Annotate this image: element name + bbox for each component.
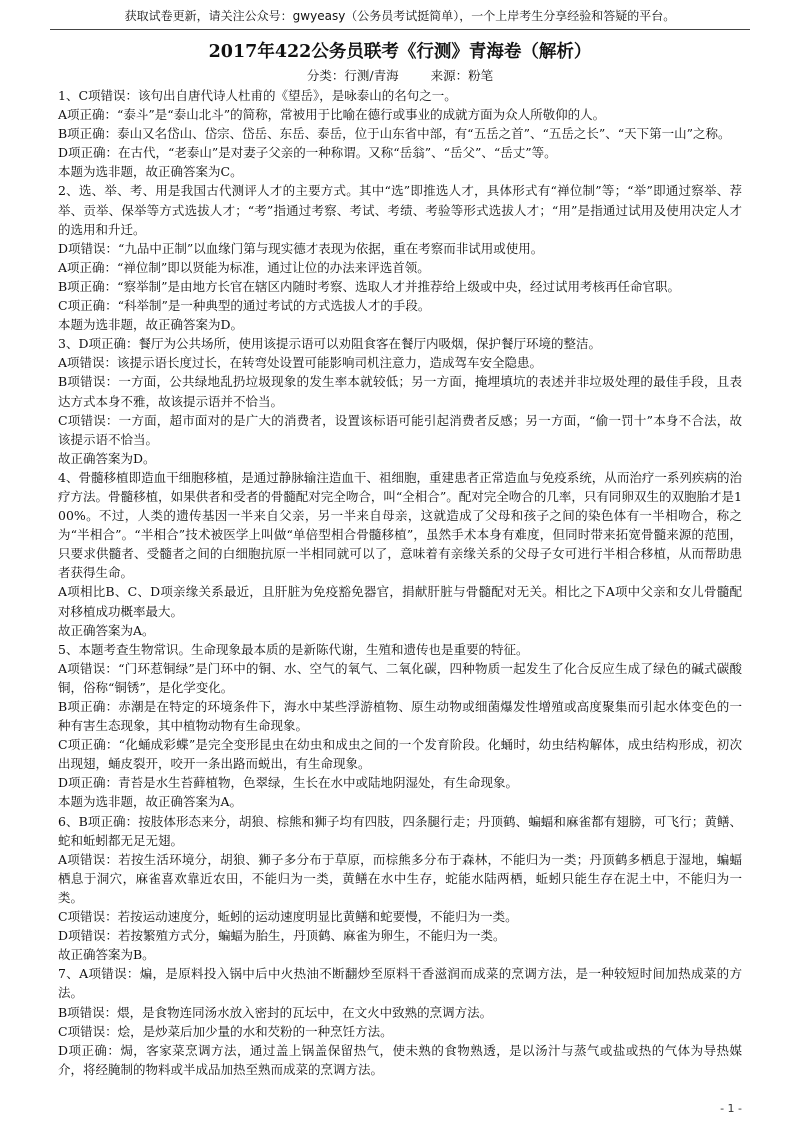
- explanation-paragraph: A项相比B、C、D项亲缘关系最近，且肝脏为免疫豁免器官，捐献肝脏与骨髓配对无关。相比之下A项中父亲和女儿骨髓配对移植成功概率最大。: [58, 584, 742, 619]
- explanation-paragraph: 6、B项正确：按肢体形态来分，胡狼、棕熊和狮子均有四肢，四条腿行走；丹顶鹤、蝙蝠和麻雀都有翅膀，可飞行；黄鳝、蛇和蚯蚓都无足无翅。: [58, 813, 742, 848]
- explanation-paragraph: A项正确：“禅位制”即以贤能为标准，通过让位的办法来评选首领。: [58, 259, 430, 275]
- explanation-paragraph: A项错误：该提示语长度过长，在转弯处设置可能影响司机注意力，造成驾车安全隐患。: [58, 355, 543, 371]
- explanation-paragraph: 本题为选非题，故正确答案为C。: [58, 164, 243, 180]
- header-divider: [50, 29, 750, 30]
- explanation-paragraph: 4、骨髓移植即造血干细胞移植，是通过静脉输注造血干、祖细胞，重建患者正常造血与免疫系统，从而治疗一系列疾病的治疗方法。骨髓移植，如果供者和受者的骨髓配对完全吻合，叫“全相合”。配对完全吻合的几率，只有同卵双生的双胞胎才是100%。不过，人类的遗传基因一半来自父亲，另一半来自母亲，这就造成了父母和孩子之间的染色体有一半相吻合，称之为“半相合”。“半相合”技术被医学上叫做“单倍型相合骨髓移植”，虽然手术本身有难度，但同时带来拓宽骨髓来源的范围，只要求供髓者、受髓者之间的白细胞抗原一半相同就可以了，意味着有亲缘关系的父母子女可进行半相合移植，从而帮助患者获得生命。: [58, 469, 742, 581]
- explanation-paragraph: C项正确：“科举制”是一种典型的通过考试的方式选拔人才的手段。: [58, 298, 431, 314]
- explanation-paragraph: B项错误：煨，是食物连同汤水放入密封的瓦坛中，在文火中致熟的烹调方法。: [58, 1004, 493, 1020]
- explanation-paragraph: C项错误：一方面，超市面对的是广大的消费者，设置该标语可能引起消费者反感；另一方面，“偷一罚十”本身不合法，故该提示语不恰当。: [58, 412, 742, 447]
- announcement-banner: 获取试卷更新，请关注公众号：gwyeasy（公务员考试挺简单），一个上岸考生分享经验和答疑的平台。: [124, 9, 676, 23]
- answer-explanations: [58, 86, 742, 1079]
- explanation-paragraph: A项错误：“门环惹铜绿”是门环中的铜、水、空气的氧气、二氧化碳，四种物质一起发生了化合反应生成了绿色的碱式碳酸铜，俗称“铜锈”，是化学变化。: [58, 660, 742, 695]
- explanation-paragraph: C项错误：烩，是炒菜后加少量的水和芡粉的一种烹饪方法。: [58, 1023, 393, 1039]
- explanation-paragraph: D项正确：在古代，“老泰山”是对妻子父亲的一种称谓。又称“岳翁”、“岳父”、“岳丈”等。: [58, 145, 557, 161]
- explanation-paragraph: B项正确：“察举制”是由地方长官在辖区内随时考察、选取人才并推荐给上级或中央，经过试用考核再任命官职。: [58, 278, 680, 294]
- explanation-paragraph: 7、A项错误：煸，是原料投入锅中后中火热油不断翻炒至原料干香滋润而成菜的烹调方法，是一种较短时间加热成菜的方法。: [58, 966, 742, 1001]
- explanation-paragraph: D项错误：若按繁殖方式分，蝙蝠为胎生，丹顶鹤、麻雀为卵生，不能归为一类。: [58, 928, 506, 944]
- explanation-paragraph: 1、C项错误：该句出自唐代诗人杜甫的《望岳》，是咏泰山的名句之一。: [58, 88, 457, 103]
- explanation-paragraph: D项正确：青苔是水生苔藓植物，色翠绿，生长在水中或陆地阴湿处，有生命现象。: [58, 775, 519, 791]
- document-meta: [0, 68, 800, 84]
- explanation-paragraph: 5、本题考查生物常识。生命现象最本质的是新陈代谢，生殖和遗传也是重要的特征。: [58, 641, 529, 657]
- explanation-paragraph: A项正确：“泰斗”是“泰山北斗”的简称，常被用于比喻在德行或事业的成就方面为众人所敬仰的人。: [58, 107, 606, 123]
- page-number: - 1 -: [720, 1102, 742, 1115]
- explanation-paragraph: B项正确：赤潮是在特定的环境条件下，海水中某些浮游植物、原生动物或细菌爆发性增殖或高度聚集而引起水体变色的一种有害生态现象，其中植物动物有生命现象。: [58, 699, 742, 734]
- explanation-paragraph: B项正确：泰山又名岱山、岱宗、岱岳、东岳、泰岳，位于山东省中部，有“五岳之首”、“五岳之长”、“天下第一山”之称。: [58, 126, 731, 142]
- explanation-paragraph: A项错误：若按生活环境分，胡狼、狮子多分布于草原，而棕熊多分布于森林，不能归为一类；丹顶鹤多栖息于湿地，蝙蝠栖息于洞穴，麻雀喜欢靠近农田，不能归为一类，黄鳝在水中生存，蛇能水陆两栖，蚯蚓只能生存在泥土中，不能归为一类。: [58, 851, 742, 905]
- explanation-paragraph: 故正确答案为D。: [58, 450, 156, 466]
- category-label: 分类：行测/青海: [306, 68, 399, 83]
- explanation-paragraph: C项正确：“化蛹成彩蝶”是完全变形昆虫在幼虫和成虫之间的一个发育阶段。化蛹时，幼虫结构解体，成虫结构形成，初次出现翅，蛹皮裂开，咬开一条出路而蜕出，有生命现象。: [58, 737, 742, 772]
- explanation-paragraph: 本题为选非题，故正确答案为D。: [58, 317, 244, 333]
- source-label: 来源：粉笔: [430, 68, 494, 83]
- page-title: 2017年422公务员联考《行测》青海卷（解析）: [208, 42, 592, 62]
- explanation-paragraph: 2、选、举、考、用是我国古代测评人才的主要方式。其中“选”即推选人才，具体形式有“禅位制”等；“举”即通过察举、荐举、贡举、保举等方式选拔人才；“考”指通过考察、考试、考绩、考验等形式选拔人才；“用”是指通过试用及使用决定人才的选用和升迁。: [58, 183, 742, 237]
- explanation-paragraph: 故正确答案为B。: [58, 947, 155, 963]
- explanation-paragraph: 本题为选非题，故正确答案为A。: [58, 794, 243, 810]
- explanation-paragraph: B项错误：一方面，公共绿地乱扔垃圾现象的发生率本就较低；另一方面，掩埋填坑的表述并非垃圾处理的最佳手段，且表达方式本身不雅，故该提示语并不恰当。: [58, 374, 742, 409]
- explanation-paragraph: C项错误：若按运动速度分，蚯蚓的运动速度明显比黄鳝和蛇要慢，不能归为一类。: [58, 909, 518, 925]
- explanation-paragraph: D项正确：焗，客家菜烹调方法，通过盖上锅盖保留热气，使未熟的食物熟透，是以汤汁与蒸气或盐或热的气体为导热媒介，将经腌制的物料或半成品加热至熟而成菜的烹调方法。: [58, 1042, 742, 1077]
- explanation-paragraph: D项错误：“九品中正制”以血缘门第与现实德才表现为依据，重在考察而非试用或使用。: [58, 240, 544, 256]
- explanation-paragraph: 3、D项正确：餐厅为公共场所，使用该提示语可以劝阻食客在餐厅内吸烟，保护餐厅环境的整洁。: [58, 336, 601, 352]
- explanation-paragraph: 故正确答案为A。: [58, 622, 155, 638]
